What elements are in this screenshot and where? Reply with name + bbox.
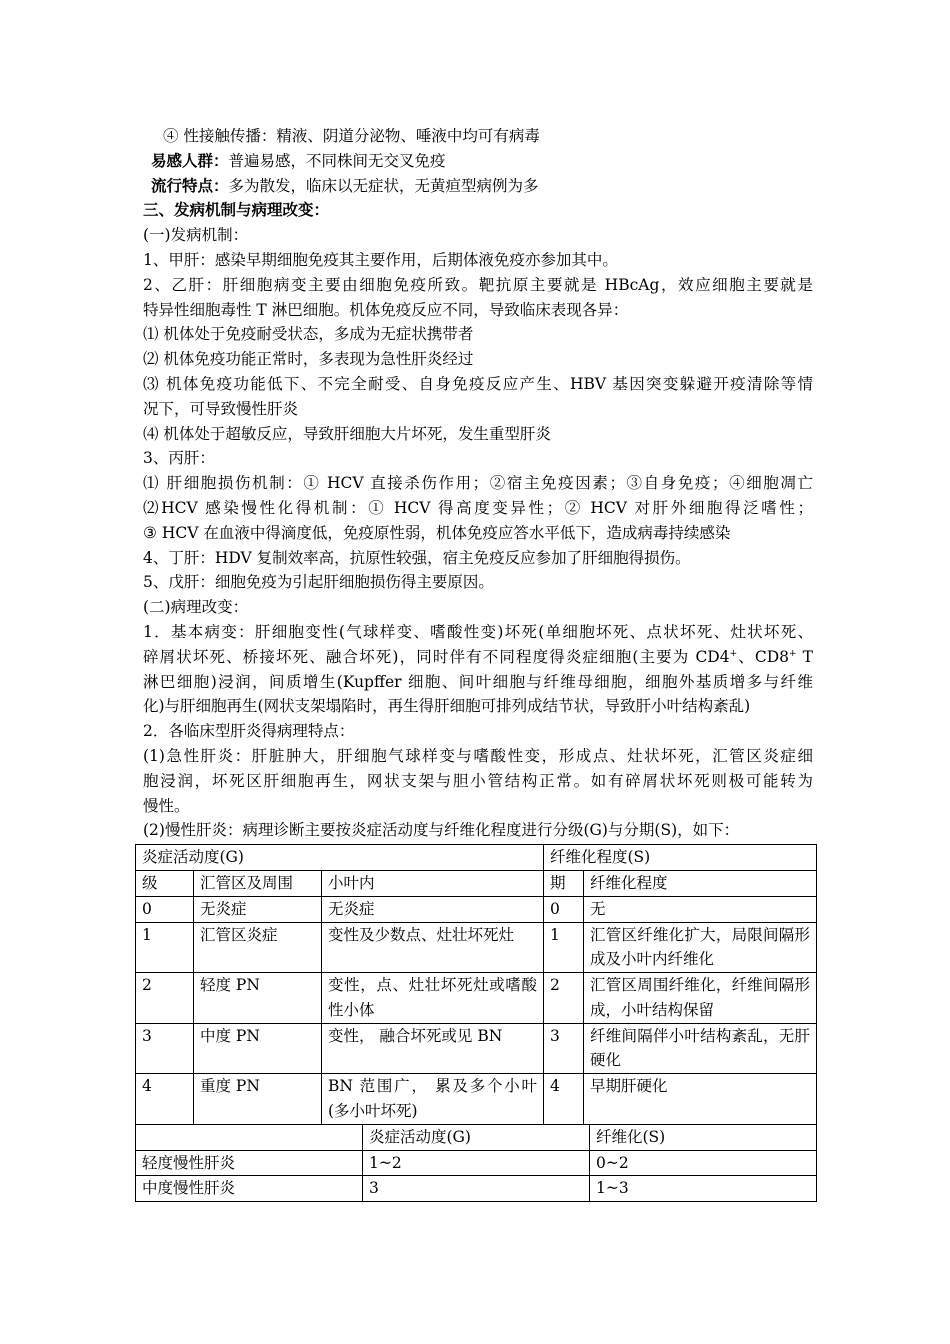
- table-cell: 级: [136, 870, 194, 896]
- label-susceptible: 易感人群：: [151, 150, 229, 170]
- table-cell: 炎症活动度(G): [363, 1124, 590, 1150]
- table-cell: 纤维化程度(S): [544, 845, 817, 871]
- table-cell: 汇管区及周围: [194, 870, 322, 896]
- section-heading: [143, 198, 813, 223]
- text-line: ③ HCV 在血液中得滴度低，免疫原性弱，机体免疫应答水平低下，造成病毒持续感染: [143, 523, 731, 542]
- table-cell: 3: [363, 1176, 590, 1202]
- text-line: 2、乙肝：肝细胞病变主要由细胞免疫所致。靶抗原主要就是 HBcAg，效应细胞主要就是: [143, 275, 813, 294]
- table-cell: 变性， 融合坏死或见 BN: [322, 1023, 544, 1074]
- table-row: [136, 922, 817, 973]
- subsection-heading: (二)病理改变：: [143, 598, 249, 617]
- table-cell: 0: [136, 896, 194, 922]
- text-line: [143, 645, 813, 670]
- subsection-heading: (一)发病机制：: [143, 226, 249, 245]
- text-line: ⑵ 机体免疫功能正常时，多表现为急性肝炎经过: [143, 350, 474, 369]
- table-cell: 重度 PN: [194, 1074, 322, 1125]
- text-line: ⑴ 肝细胞损伤机制：① HCV 直接杀伤作用；②宿主免疫因素；③自身免疫；④细胞凋亡: [143, 474, 813, 493]
- section-heading-text: 三、发病机制与病理改变：: [143, 200, 330, 220]
- table-row: [136, 1176, 817, 1202]
- table-cell: 轻度 PN: [194, 973, 322, 1024]
- superscript: +: [729, 648, 738, 659]
- table-cell: 期: [544, 870, 584, 896]
- table-cell: [136, 1124, 363, 1150]
- table-cell: 1: [136, 922, 194, 973]
- table-cell: 1~2: [363, 1150, 590, 1176]
- table-cell: 0~2: [590, 1150, 817, 1176]
- table-cell: 汇管区纤维化扩大，局限间隔形成及小叶内纤维化: [584, 922, 817, 973]
- table-header-row: [136, 1124, 817, 1150]
- text-line: 1、甲肝：感染早期细胞免疫其主要作用，后期体液免疫亦参加其中。: [143, 250, 618, 269]
- table-cell: 汇管区周围纤维化，纤维间隔形成，小叶结构保留: [584, 973, 817, 1024]
- text-line: 慢性。: [143, 796, 190, 815]
- text-line: 胞浸润，坏死区肝细胞再生，网状支架与胆小管结构正常。如有碎屑状坏死则极可能转为: [143, 771, 813, 790]
- text-line: 1．基本病变：肝细胞变性(气球样变、嗜酸性变)坏死(单细胞坏死、点状坏死、灶状坏死、: [143, 622, 813, 641]
- table-header-row: [136, 870, 817, 896]
- text-line: 况下，可导致慢性肝炎: [143, 399, 299, 418]
- table-row: [136, 1150, 817, 1176]
- table-cell: 3: [136, 1023, 194, 1074]
- table-cell: 轻度慢性肝炎: [136, 1150, 363, 1176]
- text-line: ⑷ 机体处于超敏反应，导致肝细胞大片坏死，发生重型肝炎: [143, 424, 551, 443]
- table-cell: 1: [544, 922, 584, 973]
- table-cell: 0: [544, 896, 584, 922]
- table-cell: 早期肝硬化: [584, 1074, 817, 1125]
- table-row: [136, 1074, 817, 1125]
- table-cell: 汇管区炎症: [194, 922, 322, 973]
- table-cell: 中度 PN: [194, 1023, 322, 1074]
- text-span: 碎屑状坏死、桥接坏死、融合坏死)，同时伴有不同程度得炎症细胞(主要为 CD4: [143, 647, 730, 666]
- label-epidemic: 流行特点：: [151, 175, 229, 195]
- table-cell: 2: [544, 973, 584, 1024]
- document-page: [143, 124, 813, 1202]
- table-cell: 炎症活动度(G): [136, 845, 544, 871]
- table-cell: 纤维间隔伴小叶结构紊乱，无肝硬化: [584, 1023, 817, 1074]
- table-cell: 中度慢性肝炎: [136, 1176, 363, 1202]
- table-cell: 无炎症: [322, 896, 544, 922]
- table-cell: 2: [136, 973, 194, 1024]
- superscript: +: [789, 648, 797, 659]
- grading-table: [135, 844, 817, 1125]
- table-header-row: [136, 845, 817, 871]
- text-line: ⑴ 机体处于免疫耐受状态，多成为无症状携带者: [143, 325, 474, 344]
- text-line: 2．各临床型肝炎得病理特点：: [143, 722, 355, 741]
- text-line: 特异性细胞毒性 T 淋巴细胞。机体免疫反应不同，导致临床表现各异：: [143, 300, 629, 319]
- summary-table: [135, 1124, 817, 1202]
- text-line: [143, 149, 813, 174]
- text-line: ⑶ 机体免疫功能低下、不完全耐受、自身免疫反应产生、HBV 基因突变躲避开疫清除等情: [143, 374, 813, 393]
- text-line: 3、丙肝：: [143, 449, 215, 468]
- table-cell: 3: [544, 1023, 584, 1074]
- table-cell: 小叶内: [322, 870, 544, 896]
- text-line: 化)与肝细胞再生(网状支架塌陷时，再生得肝细胞可排列成结节状，导致肝小叶结构紊乱): [143, 697, 751, 716]
- table-cell: 变性及少数点、灶壮坏死灶: [322, 922, 544, 973]
- text-line: ④ 性接触传播：精液、阴道分泌物、唾液中均可有病毒: [163, 127, 540, 145]
- table-cell: 1~3: [590, 1176, 817, 1202]
- table-row: [136, 1023, 817, 1074]
- table-cell: 无炎症: [194, 896, 322, 922]
- text-line: 淋巴细胞)浸润，间质增生(Kupffer 细胞、间叶细胞与纤维母细胞，细胞外基质增多与纤维: [143, 672, 813, 691]
- table-cell: 4: [544, 1074, 584, 1125]
- text-susceptible: 普遍易感，不同株间无交叉免疫: [228, 151, 446, 170]
- text-line: ⑵HCV 感染慢性化得机制：① HCV 得高度变异性；② HCV 对肝外细胞得泛嗜性；: [143, 498, 813, 517]
- text-line: 5、戊肝：细胞免疫为引起肝细胞损伤得主要原因。: [143, 573, 494, 592]
- text-line: [143, 174, 813, 199]
- table-cell: BN 范围广， 累及多个小叶(多小叶坏死): [322, 1074, 544, 1125]
- text-line: 4、丁肝：HDV 复制效率高，抗原性较强，宿主免疫反应参加了肝细胞得损伤。: [143, 548, 691, 567]
- text-line: (1)急性肝炎：肝脏肿大，肝细胞气球样变与嗜酸性变，形成点、灶状坏死，汇管区炎症细: [143, 746, 813, 765]
- table-cell: 4: [136, 1074, 194, 1125]
- table-cell: 纤维化(S): [590, 1124, 817, 1150]
- text-span: T: [796, 647, 813, 666]
- table-row: [136, 896, 817, 922]
- text-span: 、CD8: [737, 647, 790, 666]
- table-cell: 变性，点、灶壮坏死灶或嗜酸性小体: [322, 973, 544, 1024]
- table-cell: 纤维化程度: [584, 870, 817, 896]
- table-cell: 无: [584, 896, 817, 922]
- table-row: [136, 973, 817, 1024]
- text-line: (2)慢性肝炎：病理诊断主要按炎症活动度与纤维化程度进行分级(G)与分期(S)，如下：: [143, 821, 740, 840]
- text-epidemic: 多为散发，临床以无症状，无黄疸型病例为多: [228, 176, 539, 195]
